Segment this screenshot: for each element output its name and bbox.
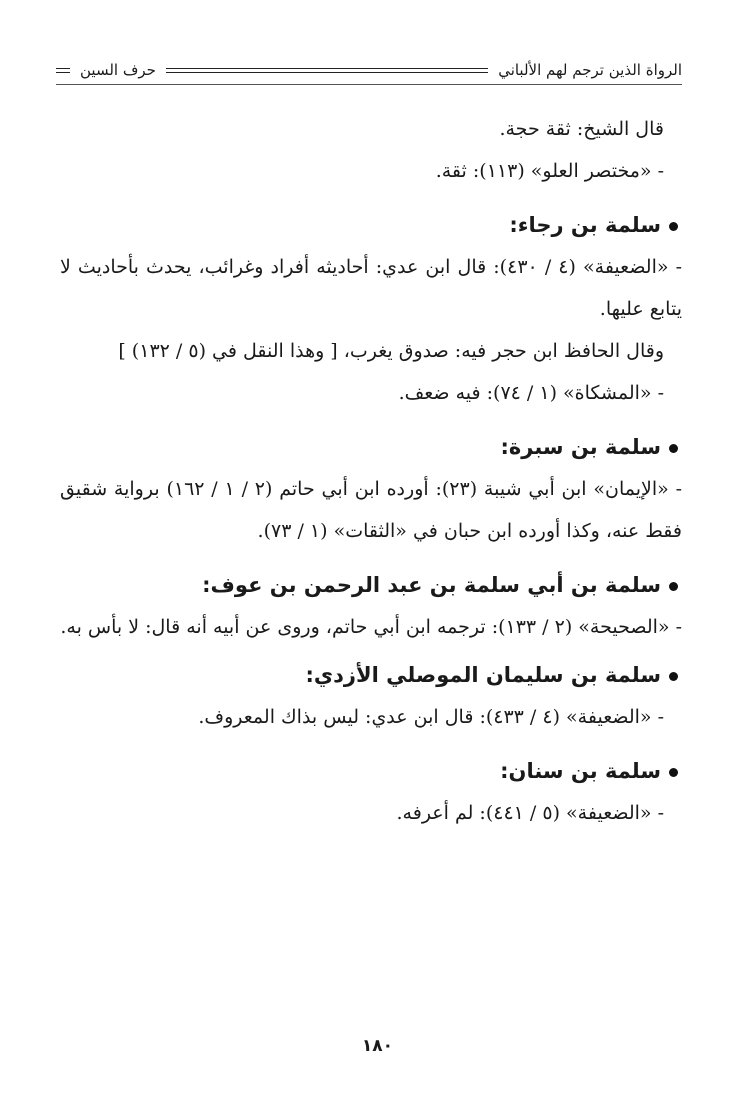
paragraph: وقال الحافظ ابن حجر فيه: صدوق يغرب، [ وهذا النقل في (٥ / ١٣٢) ] [118,340,664,362]
narrator-heading [60,204,682,246]
narrator-heading [60,750,682,792]
bullet-icon [669,582,678,591]
narrator-name: سلمة بن سنان: [500,759,661,783]
paragraph: - «الضعيفة» (٤ / ٤٣٣): قال ابن عدي: ليس بذاك المعروف. [198,706,664,728]
paragraph: - «مختصر العلو» (١١٣): ثقة. [435,160,664,182]
paragraph: - «الضعيفة» (٥ / ٤٤١): لم أعرفه. [396,802,664,824]
narrator-heading [60,426,682,468]
paragraph: - «المشكاة» (١ / ٧٤): فيه ضعف. [398,382,664,404]
chapter-title: حرف السين [80,61,156,79]
narrator-name: سلمة بن سليمان الموصلي الأزدي: [305,663,661,687]
narrator-heading [60,564,682,606]
paragraph: قال الشيخ: ثقة حجة. [499,118,664,140]
narrator-name: سلمة بن أبي سلمة بن عبد الرحمن بن عوف: [202,573,661,597]
narrator-name: سلمة بن رجاء: [509,213,661,237]
page-number: ١٨٠ [361,1036,394,1056]
book-title: الرواة الذين ترجم لهم الألباني [498,61,682,79]
bullet-icon [669,672,678,681]
header-dash [56,68,70,73]
paragraph: - «الصحيحة» (٢ / ١٣٣): ترجمه ابن أبي حاتم، وروى عن أبيه أنه قال: لا بأس به. [60,616,682,638]
bullet-icon [669,222,678,231]
narrator-name: سلمة بن سبرة: [500,435,661,459]
header-divider [56,84,682,85]
paragraph: - «الإيمان» ابن أبي شيبة (٢٣): أورده ابن أبي حاتم (٢ / ١ / ١٦٢) برواية شقيق فقط عنه، وكذا أورده ابن حبان في «الثقات» (١ / ٧٣). [60,478,683,542]
running-header [56,56,682,84]
paragraph: - «الضعيفة» (٤ / ٤٣٠): قال ابن عدي: أحاديثه أفراد وغرائب، يحدث بأحاديث لا يتابع عليها. [60,256,682,320]
narrator-heading [60,654,682,696]
bullet-icon [669,768,678,777]
bullet-icon [669,444,678,453]
header-rule [166,68,488,73]
page-body [60,108,682,834]
